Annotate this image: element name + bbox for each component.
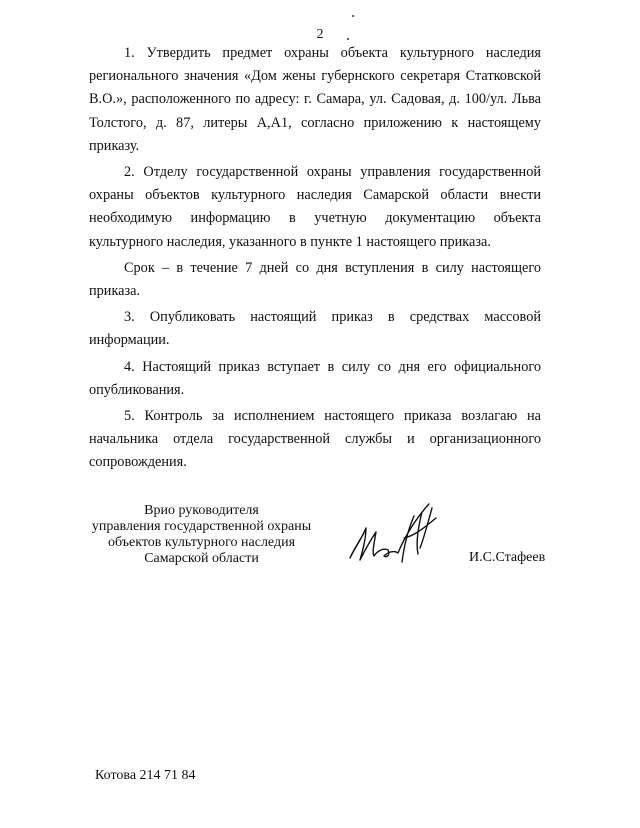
page-number: 2 [316,27,324,42]
executor-contact: Котова 214 71 84 [95,768,196,783]
signatory-line-1: Врио руководителя [144,503,259,518]
signatory-name: И.С.Стафеев [469,550,546,565]
paragraph-1: 1. Утвердить предмет охраны объекта культурного наследия регионального значения «Дом жены губернского секретаря Статковской В.О.», расположенного по адресу: г. Самара, ул. Садовая, д. 100/ул. Льва Толстого, д. 87, литеры А,А1, согласно приложению к настоящему приказу. [89,45,541,154]
document-body [89,42,541,475]
paragraph-5: 5. Контроль за исполнением настоящего приказа возлагаю на начальника отдела государственной службы и организационного сопровождения. [89,408,541,471]
speck [352,15,354,17]
speck [347,38,349,40]
paragraph-4: 4. Настоящий приказ вступает в силу со дня его официального опубликования. [89,358,541,398]
signatory-line-3: объектов культурного наследия [107,535,296,550]
signatory-line-4: Самарской области [144,551,259,566]
paragraph-3: 3. Опубликовать настоящий приказ в средствах массовой информации. [89,309,541,349]
signatory-line-2: управления государственной охраны [91,519,312,534]
signatory-title [89,503,314,567]
paragraph-2: 2. Отделу государственной охраны управления государственной охраны объектов культурного наследия Самарской области внести необходимую информацию в учетную документацию объекта культурного наследия, указанного в пункте 1 настоящего приказа. [89,164,541,250]
handwritten-signature [344,498,449,578]
paragraph-deadline: Срок – в течение 7 дней со дня вступления в силу настоящего приказа. [89,259,541,300]
